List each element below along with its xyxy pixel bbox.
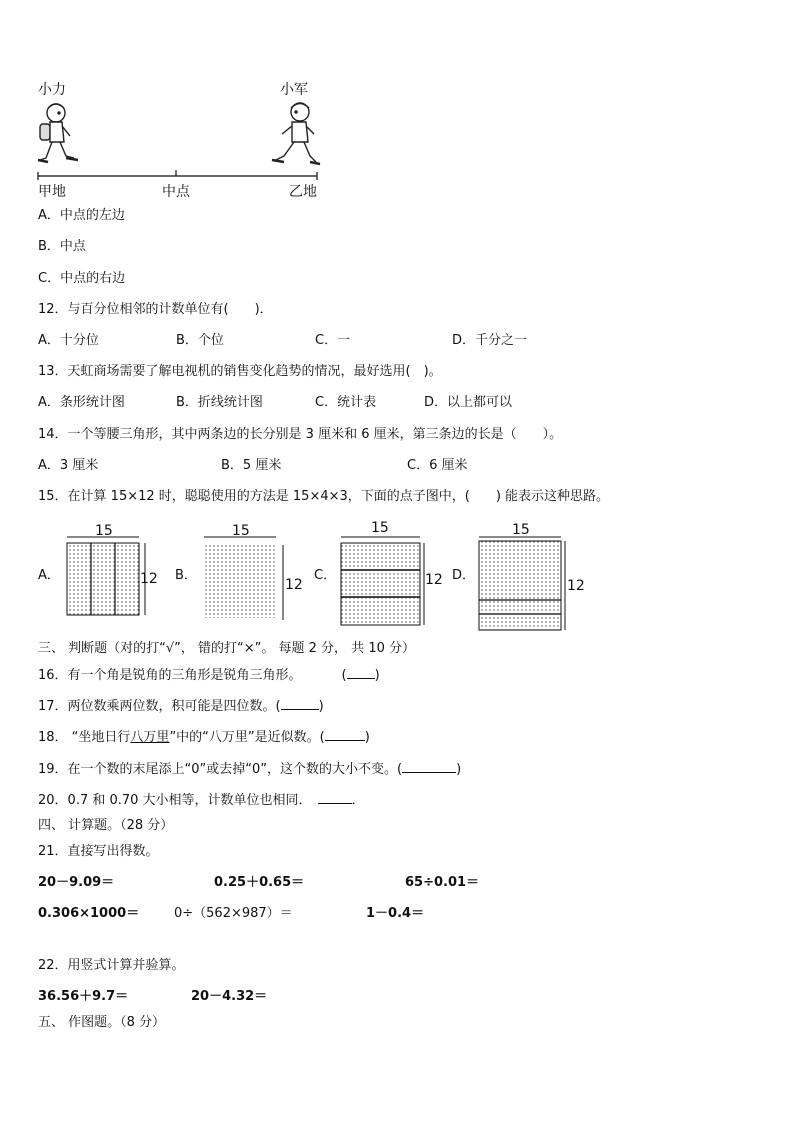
q16-stem: 16．有一个角是锐角的三角形是锐角三角形。: [38, 668, 302, 683]
q21-stem: 21．直接写出得数。: [38, 844, 159, 859]
q15-option-b-letter: B．: [175, 568, 197, 583]
point-yi-label: 乙地: [289, 184, 317, 200]
section-3-heading: 三、 判断题（对的打“√”， 错的打“×”。 每题 2 分， 共 10 分）: [38, 641, 415, 656]
dot-diagram-a: [67, 537, 145, 615]
q11-option-c: C．中点的右边: [38, 271, 126, 286]
q13-option-a: A．条形统计图: [38, 395, 125, 410]
q13-option-c: C．统计表: [315, 395, 377, 410]
q21-item-2: 0.25＋0.65＝: [214, 875, 305, 890]
point-mid-label: 中点: [162, 184, 190, 200]
q21-item-1: 20－9.09＝: [38, 875, 115, 890]
q20-answer-blank[interactable]: [318, 791, 352, 804]
q15-a-width-label: 15: [95, 523, 113, 539]
q19: 19．在一个数的末尾添上“0”或去掉“0”，这个数的大小不变。( ): [38, 762, 462, 777]
q11-option-a: A．中点的左边: [38, 208, 125, 223]
q22-item-1: 36.56＋9.7＝: [38, 989, 129, 1004]
q12-stem: 12．与百分位相邻的计数单位有( )．: [38, 302, 273, 317]
q12-option-b: B．个位: [176, 333, 224, 348]
q22-item-2: 20－4.32＝: [191, 989, 268, 1004]
q12-option-a: A．十分位: [38, 333, 99, 348]
q18-answer-blank[interactable]: [325, 728, 365, 741]
q15-b-width-label: 15: [232, 523, 250, 539]
q11-option-b: B．中点: [38, 239, 86, 254]
q15-c-height-label: 12: [425, 572, 443, 588]
q16: 16．有一个角是锐角的三角形是锐角三角形。 ( ): [38, 668, 380, 683]
q14-option-b: B．5 厘米: [221, 458, 282, 473]
q12-option-d: D．千分之一: [452, 333, 528, 348]
q20-stem: 20．0.7 和 0.70 大小相等，计数单位也相同．: [38, 793, 312, 808]
q22-stem: 22．用竖式计算并验算。: [38, 958, 185, 973]
q13-option-d: D．以上都可以: [424, 395, 513, 410]
q20: 20．0.7 和 0.70 大小相等，计数单位也相同． ．: [38, 793, 365, 808]
q13-option-b: B．折线统计图: [176, 395, 263, 410]
q21-item-4: 0.306×1000＝: [38, 906, 140, 921]
q14-option-a: A．3 厘米: [38, 458, 99, 473]
q16-answer-blank[interactable]: [347, 666, 375, 679]
point-jia-label: 甲地: [38, 184, 66, 200]
q21-item-5: 0÷（562×987）＝: [174, 906, 293, 921]
q12-option-c: C．一: [315, 333, 351, 348]
q15-d-height-label: 12: [567, 578, 585, 594]
q19-stem: 19．在一个数的末尾添上“0”或去掉“0”，这个数的大小不变。: [38, 762, 398, 777]
q13-stem: 13．天虹商场需要了解电视机的销售变化趋势的情况，最好选用( )。: [38, 364, 442, 379]
q15-b-height-label: 12: [285, 577, 303, 593]
q18: 18． “坐地日行八万里”中的“八万里”是近似数。( ): [38, 730, 370, 745]
q14-stem: 14．一个等腰三角形，其中两条边的长分别是 3 厘米和 6 厘米，第三条边的长是（ ）。: [38, 427, 563, 442]
right-person-label: 小军: [280, 82, 308, 98]
q15-option-d-letter: D．: [452, 568, 476, 583]
q17-answer-blank[interactable]: [281, 697, 319, 710]
q15-stem: 15．在计算 15×12 时，聪聪使用的方法是 15×4×3，下面的点子图中，( ) 能表示这种思路。: [38, 489, 610, 504]
left-person-label: 小力: [38, 82, 66, 98]
q15-a-height-label: 12: [140, 571, 158, 587]
dot-diagram-c: [341, 537, 424, 625]
section-4-heading: 四、 计算题。（28 分）: [38, 818, 174, 833]
q21-item-3: 65÷0.01＝: [405, 875, 480, 890]
q17: 17．两位数乘两位数，积可能是四位数。( ): [38, 699, 324, 714]
q18-underlined-phrase: 八万里: [130, 730, 170, 745]
q15-d-width-label: 15: [512, 522, 530, 538]
dot-diagram-b: [204, 537, 283, 620]
q15-c-width-label: 15: [371, 520, 389, 536]
q15-option-c-letter: C．: [314, 568, 337, 583]
section-5-heading: 五、 作图题。（8 分）: [38, 1015, 166, 1030]
dot-diagram-d: [479, 537, 565, 630]
q17-stem: 17．两位数乘两位数，积可能是四位数。: [38, 699, 276, 714]
q21-item-6: 1－0.4＝: [366, 906, 425, 921]
q15-option-a-letter: A．: [38, 568, 60, 583]
q14-option-c: C．6 厘米: [407, 458, 468, 473]
q19-answer-blank[interactable]: [402, 760, 456, 773]
